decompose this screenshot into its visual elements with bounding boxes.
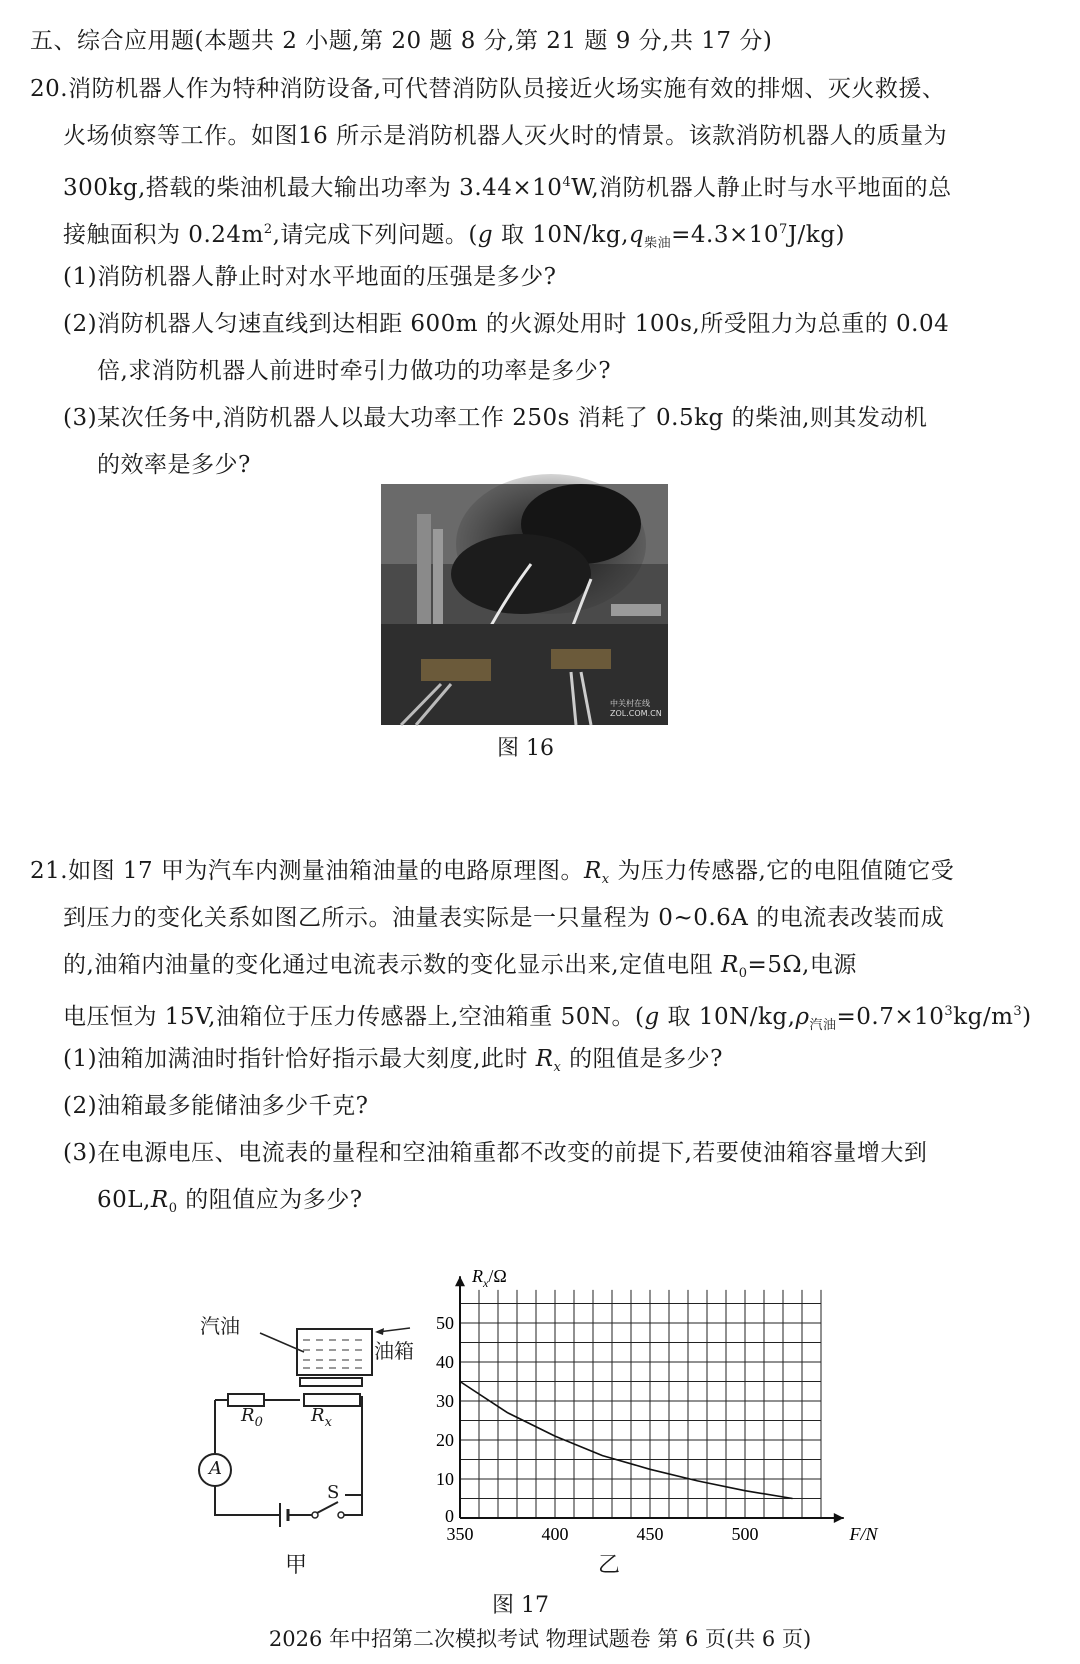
x-tick-label: 500 (731, 1524, 759, 1544)
section-header: 五、综合应用题(本题共 2 小题,第 20 题 8 分,第 21 题 9 分,共 17 分) (30, 28, 773, 54)
q20-sub-3a: (3)某次任务中,消防机器人以最大功率工作 250s 消耗了 0.5kg 的柴油,则其发动机 (63, 405, 928, 431)
q21-line-1: 21.如图 17 甲为汽车内测量油箱油量的电路原理图。$R_x$ 为压力传感器,它的电阻值随它受 (30, 858, 955, 887)
q20-sub-3b: 的效率是多少? (97, 452, 251, 478)
ammeter-label: A (209, 1458, 222, 1479)
switch-label: S (327, 1482, 340, 1503)
page-footer: 2026 年中招第二次模拟考试 物理试题卷 第 6 页(共 6 页) (268, 1627, 812, 1651)
switch-blade (317, 1502, 338, 1513)
x-tick-label: 350 (446, 1524, 474, 1544)
y-axis-arrow (455, 1276, 465, 1286)
q20-line-2: 火场侦察等工作。如图16 所示是消防机器人灭火时的情景。该款消防机器人的质量为 (63, 123, 948, 149)
figure-16-caption: 图 16 (497, 736, 554, 761)
pressure-plate (300, 1378, 362, 1386)
resistance-force-chart (410, 1218, 878, 1558)
y-tick-label: 50 (436, 1313, 454, 1333)
label-r0: $R_0$ (241, 1405, 263, 1430)
chart-caption: 乙 (598, 1553, 621, 1578)
x-tick-label: 450 (636, 1524, 664, 1544)
q20-sub-1: (1)消防机器人静止时对水平地面的压强是多少? (63, 264, 557, 290)
fuel-dashes (303, 1340, 362, 1368)
label-gasoline: 汽油 (200, 1314, 240, 1338)
y-axis-label: $R_x/\Omega$ (472, 1266, 507, 1291)
q21-line-4: 电压恒为 15V,油箱位于压力传感器上,空油箱重 50N。(g 取 $10N/kg,\rho_{汽油}=0.7\times 10^3kg/m^3$) (63, 1004, 1032, 1033)
q21-line-3: 的,油箱内油量的变化通过电流表示数的变化显示出来,定值电阻 $R_0=5\Omega$,电源 (63, 952, 857, 981)
x-tick-label: 400 (541, 1524, 569, 1544)
tank-arrow (375, 1328, 384, 1335)
y-tick-label: 10 (436, 1469, 454, 1489)
q20-line-3: 300kg,搭载的柴油机最大输出功率为 $3.44\times 10^4W$,消防机器人静止时与水平地面的总 (63, 175, 952, 201)
q21-sub-2: (2)油箱最多能储油多少千克? (63, 1093, 369, 1119)
figure-17-caption: 图 17 (492, 1593, 549, 1618)
x-axis-arrow (834, 1513, 844, 1523)
q21-sub-3b: $60L,R_0$ 的阻值应为多少? (97, 1187, 363, 1216)
q20-sub-2a: (2)消防机器人匀速直线到达相距 600m 的火源处用时 100s,所受阻力为总重的 0.04 (63, 311, 950, 337)
fire-robot-photo (381, 484, 668, 725)
q20-line-1: 20.消防机器人作为特种消防设备,可代替消防队员接近火场实施有效的排烟、灭火救援、 (30, 76, 946, 102)
fire-scene-illustration (381, 484, 668, 725)
switch-contact-2 (338, 1512, 344, 1518)
origin-label: 0 (445, 1506, 454, 1526)
circuit-caption: 甲 (285, 1553, 308, 1578)
label-rx: $R_x$ (311, 1405, 332, 1430)
label-tank: 油箱 (374, 1339, 414, 1363)
y-tick-label: 20 (436, 1430, 454, 1450)
q21-line-2: 到压力的变化关系如图乙所示。油量表实际是一只量程为 0~0.6A 的电流表改装而成 (63, 905, 945, 931)
y-tick-label: 30 (436, 1391, 454, 1411)
x-axis-label: F/N (849, 1524, 878, 1544)
q21-sub-3a: (3)在电源电压、电流表的量程和空油箱重都不改变的前提下,若要使油箱容量增大到 (63, 1140, 928, 1166)
q20-sub-2b: 倍,求消防机器人前进时牵引力做功的功率是多少? (97, 358, 612, 384)
q21-sub-1: (1)油箱加满油时指针恰好指示最大刻度,此时 $R_x$ 的阻值是多少? (63, 1046, 724, 1075)
q20-line-4: 接触面积为 $0.24m^2$,请完成下列问题。(g 取 $10N/kg,q_{柴油}=4.3\times 10^7J/kg$) (63, 222, 845, 251)
photo-watermark: 中关村在线 ZOL.COM.CN (610, 699, 662, 718)
y-tick-label: 40 (436, 1352, 454, 1372)
